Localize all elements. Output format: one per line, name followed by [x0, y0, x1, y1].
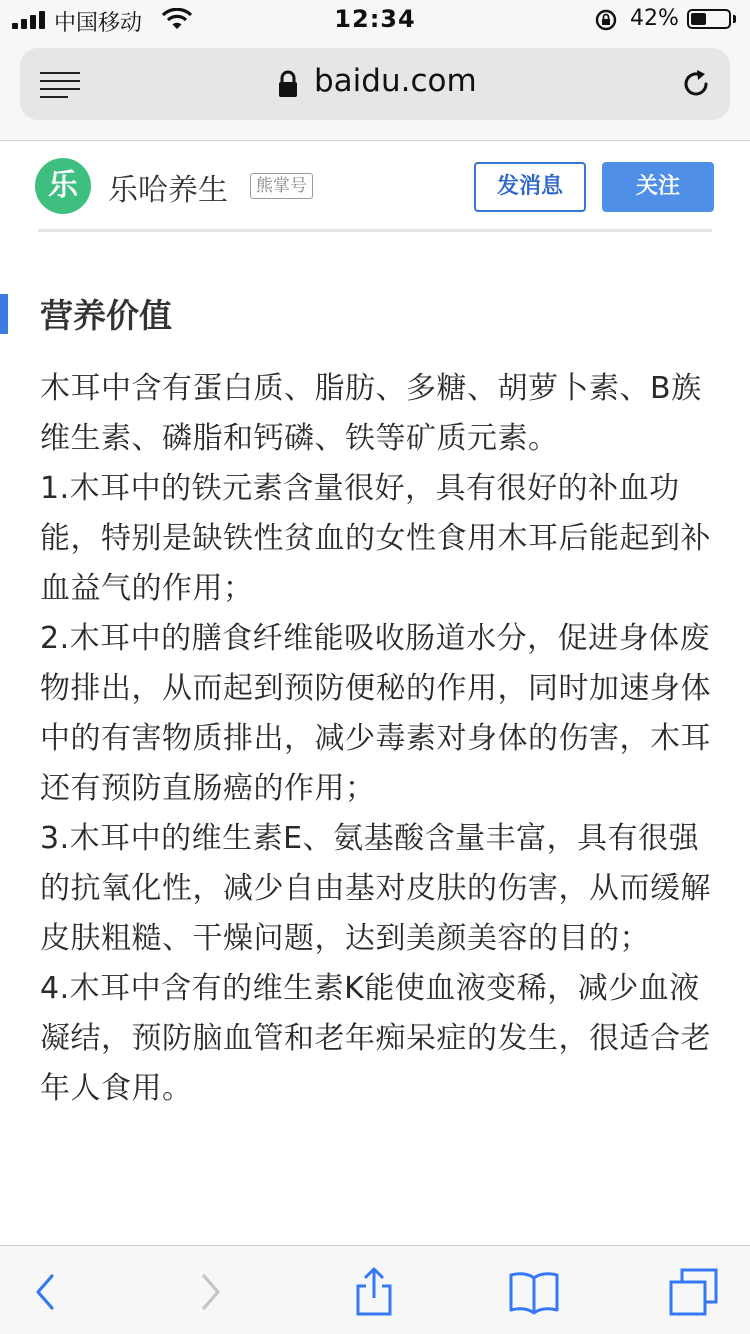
author-avatar[interactable]: 乐 [35, 158, 91, 214]
forward-icon[interactable] [184, 1266, 236, 1318]
tabs-icon[interactable] [668, 1266, 720, 1318]
clock: 12:34 [334, 5, 416, 33]
battery-percentage: 42% [630, 6, 679, 31]
reload-icon[interactable] [680, 68, 712, 100]
share-icon[interactable] [348, 1266, 400, 1318]
article-paragraph: 1.木耳中的铁元素含量很好，具有很好的补血功能，特别是缺铁性贫血的女性食用木耳后能起到补血益气的作用； [40, 471, 711, 606]
rotation-lock-icon [594, 8, 618, 32]
author-header [0, 141, 750, 233]
battery-icon [687, 9, 731, 29]
article-paragraph: 木耳中含有蛋白质、脂肪、多糖、胡萝卜素、B族维生素、磷脂和钙磷、铁等矿质元素。 [40, 371, 702, 456]
battery-level [691, 13, 706, 25]
bookmarks-icon[interactable] [508, 1266, 560, 1318]
follow-button[interactable]: 关注 [602, 162, 714, 212]
section-title: 营养价值 [40, 296, 172, 335]
url-text[interactable]: baidu.com [314, 63, 477, 99]
section-marker [0, 294, 8, 334]
padlock-icon [278, 70, 298, 98]
page-menu-icon[interactable] [40, 72, 80, 98]
address-bar[interactable] [20, 48, 730, 120]
author-badge: 熊掌号 [250, 173, 313, 199]
author-name[interactable]: 乐哈养生 [108, 173, 228, 208]
back-icon[interactable] [20, 1266, 72, 1318]
carrier-name: 中国移动 [54, 11, 143, 36]
article-paragraph: 3.木耳中的维生素E、氨基酸含量丰富，具有很强的抗氧化性，减少自由基对皮肤的伤害，从而缓解皮肤粗糙、干燥问题，达到美颜美容的目的； [40, 821, 711, 956]
header-divider [38, 229, 712, 232]
article-body [40, 364, 712, 1114]
battery-tip [733, 15, 736, 23]
browser-toolbar [0, 1245, 750, 1334]
status-bar [0, 0, 750, 40]
article-paragraph: 2.木耳中的膳食纤维能吸收肠道水分，促进身体废物排出，从而起到预防便秘的作用，同时加速身体中的有害物质排出，减少毒素对身体的伤害，木耳还有预防直肠癌的作用； [40, 621, 711, 806]
browser-address-area [0, 40, 750, 141]
send-message-button[interactable]: 发消息 [474, 162, 586, 212]
article-paragraph: 4.木耳中含有的维生素K能使血液变稀，减少血液凝结，预防脑血管和老年痴呆症的发生，很适合老年人食用。 [40, 971, 711, 1106]
